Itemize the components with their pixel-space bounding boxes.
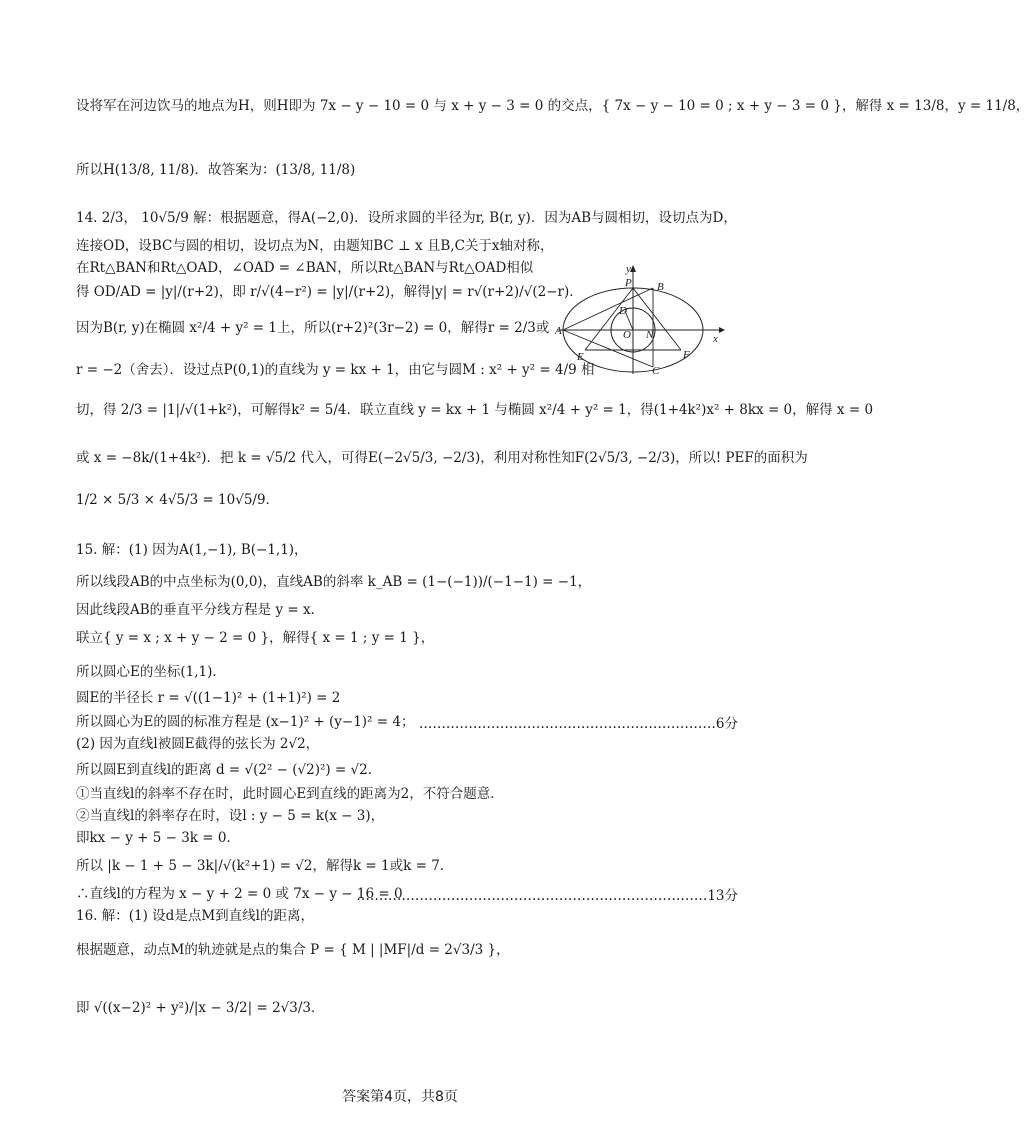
figure-label-e: E — [577, 351, 584, 363]
text-line: 切，得 2/3 = |1|/√(1+k²)，可解得k² = 5/4．联立直线 y = kx + 1 与椭圆 x²/4 + y² = 1，得(1+4k²)x² + 8kx = 0，解得 x = 0 — [76, 402, 874, 418]
figure-label-o: O — [623, 329, 631, 341]
text-line: 所以 |k − 1 + 5 − 3k|/√(k²+1) = √2，解得k = 1或k = 7． — [76, 858, 454, 874]
text-line: 所以圆E到直线l的距离 d = √(2² − (√2)²) = √2． — [76, 762, 382, 778]
text-line: 14. 2/3， 10√5/9 解：根据题意，得A(−2,0)．设所求圆的半径为r, B(r, y)．因为AB与圆相切，设切点为D， — [76, 210, 737, 226]
text-line: 所以线段AB的中点坐标为(0,0)，直线AB的斜率 k_AB = (1−(−1))/(−1−1) = −1， — [76, 574, 592, 590]
text-line: 根据题意，动点M的轨迹就是点的集合 P = { M | |MF|/d = 2√3/3 }， — [76, 942, 510, 958]
text-line: 所以圆心E的坐标(1,1)． — [76, 664, 226, 680]
text-line: 所以圆心为E的圆的标准方程是 (x−1)² + (y−1)² = 4； — [76, 714, 415, 730]
line-pf — [633, 288, 681, 350]
y-axis-arrow — [630, 265, 636, 272]
text-line: 15. 解：(1) 因为A(1,−1), B(−1,1)， — [76, 542, 308, 558]
figure-label-y: y — [626, 263, 631, 275]
text-line: 即 √((x−2)² + y²)/|x − 3/2| = 2√3/3． — [76, 1000, 325, 1016]
text-line: 得 OD/AD = |y|/(r+2)，即 r/√(4−r²) = |y|/(r+2)，解得|y| = r√(r+2)/√(2−r)． — [76, 284, 583, 300]
figure-label-d: D — [619, 305, 627, 317]
figure-label-f: F — [683, 349, 690, 361]
score-marker: ……………………………………………………………………13分 — [356, 888, 738, 904]
score-marker: …………………………………………………………6分 — [418, 716, 738, 732]
text-line: 即kx − y + 5 − 3k = 0． — [76, 830, 240, 846]
figure-label-x: x — [713, 333, 718, 345]
ellipse-circle-figure — [555, 262, 725, 377]
page-footer: 答案第4页，共8页 — [342, 1089, 458, 1105]
figure-label-a: A — [555, 325, 562, 337]
text-line: 连接OD，设BC与圆的相切，设切点为N，由题知BC ⊥ x 且B,C关于x轴对称， — [76, 238, 554, 254]
figure-label-b: B — [657, 281, 664, 293]
text-line: ①当直线l的斜率不存在时，此时圆心E到直线的距离为2，不符合题意． — [76, 786, 504, 802]
text-line: 或 x = −8k/(1+4k²)．把 k = √5/2 代入，可得E(−2√5/3, −2/3)，利用对称性知F(2√5/3, −2/3)，所以! PEF的面积为 — [76, 450, 808, 466]
text-line: 16. 解：(1) 设d是点M到直线l的距离， — [76, 908, 314, 924]
text-line: 设将军在河边饮马的地点为H，则H即为 7x − y − 10 = 0 与 x + y − 3 = 0 的交点，{ 7x − y − 10 = 0 ; x + y − 3 = 0 }，解得 x = 13/8，y = 11/8， — [76, 98, 1029, 114]
text-line: r = −2（舍去）．设过点P(0,1)的直线为 y = kx + 1，由它与圆M : x² + y² = 4/9 相 — [76, 362, 595, 378]
text-line: 圆E的半径长 r = √((1−1)² + (1+1)²) = 2 — [76, 690, 341, 706]
figure-label-n: N — [646, 329, 654, 341]
text-line: ∴直线l的方程为 x − y + 2 = 0 或 7x − y − 16 = 0 — [76, 886, 403, 902]
text-line: 1/2 × 5/3 × 4√5/3 = 10√5/9． — [76, 492, 280, 508]
x-axis-arrow — [719, 327, 725, 333]
text-line: 因为B(r, y)在椭圆 x²/4 + y² = 1上，所以(r+2)²(3r−2) = 0，解得r = 2/3或 — [76, 320, 550, 336]
figure-label-c: C — [652, 365, 660, 377]
figure-label-p: P — [625, 277, 632, 289]
text-line: 所以H(13/8, 11/8)．故答案为：(13/8, 11/8) — [76, 162, 356, 178]
text-line: 联立{ y = x ; x + y − 2 = 0 }，解得{ x = 1 ; y = 1 }， — [76, 630, 435, 646]
text-line: 因此线段AB的垂直平分线方程是 y = x． — [76, 602, 325, 618]
text-line: (2) 因为直线l被圆E截得的弦长为 2√2， — [76, 736, 320, 752]
text-line: ②当直线l的斜率存在时，设l : y − 5 = k(x − 3)， — [76, 808, 385, 824]
text-line: 在Rt△BAN和Rt△OAD，∠OAD = ∠BAN，所以Rt△BAN与Rt△OAD相似 — [76, 260, 534, 276]
